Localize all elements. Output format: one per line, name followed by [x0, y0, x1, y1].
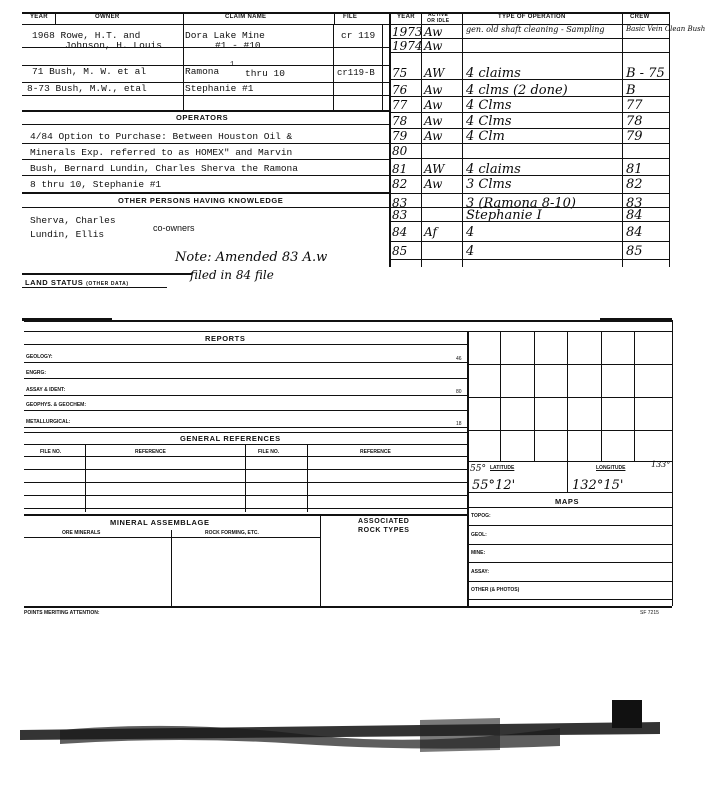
activity-operation: 4	[466, 225, 475, 240]
report-row-page: 80	[456, 389, 462, 395]
header-claim-name: CLAIM NAME	[225, 14, 267, 20]
gr-col-file-no-1: FILE NO.	[40, 449, 62, 455]
associated-line-1: ASSOCIATED	[358, 518, 410, 525]
activity-operation: 3 Clms	[466, 177, 512, 192]
scan-artifact-band	[0, 700, 678, 806]
operators-line-2: Minerals Exp. referred to as HOMEX" and Marvin	[30, 147, 293, 158]
activity-operation: 4 claims	[466, 162, 521, 177]
gr-col-reference-1: REFERENCE	[135, 449, 166, 455]
operators-line-1: 4/84 Option to Purchase: Between Houston Oil &	[30, 131, 293, 142]
activity-status: Aw	[424, 114, 443, 128]
owner-line-3: 71 Bush, M. W. et al	[32, 66, 147, 77]
activity-crew: 81	[626, 162, 643, 177]
maps-heading: MAPS	[555, 497, 580, 506]
activity-crew: B - 75	[626, 66, 665, 81]
latitude-value: 55°12'	[472, 478, 516, 493]
activity-year: 1974	[392, 39, 423, 53]
report-row-label: METALLURGICAL:	[26, 419, 71, 425]
activity-operation: Stephanie I	[466, 208, 542, 223]
report-row-label: ASSAY & IDENT:	[26, 387, 66, 393]
claim-line-2: #1 - #10	[215, 40, 261, 51]
activity-year: 83	[392, 196, 408, 210]
activity-operation: gen. old shaft cleaning - Sampling	[466, 25, 605, 34]
associated-line-2: ROCK TYPES	[358, 527, 410, 534]
header-type-of-operation: TYPE OF OPERATION	[498, 14, 566, 20]
activity-year: 76	[392, 83, 408, 97]
activity-operation: 4 Clms	[466, 114, 512, 129]
report-row-label: GEOPHYS. & GEOCHEM:	[26, 402, 87, 408]
other-person-2: Lundin, Ellis	[30, 229, 105, 240]
activity-year: 75	[392, 66, 408, 80]
activity-status: AW	[424, 66, 445, 80]
activity-status: Af	[424, 225, 437, 239]
activity-year: 80	[392, 144, 408, 158]
rock-forming-label: ROCK FORMING, ETC.	[205, 530, 259, 536]
activity-crew: Basic Vein Clean Bush	[626, 25, 705, 33]
activity-status: Aw	[424, 39, 443, 53]
activity-crew: 84	[626, 225, 643, 240]
activity-crew: 85	[626, 244, 643, 259]
reports-heading: REPORTS	[205, 334, 246, 343]
report-row-label: GEOLOGY:	[26, 354, 53, 360]
activity-crew: 82	[626, 177, 643, 192]
activity-operation: 3 (Ramona 8-10)	[466, 196, 576, 211]
activity-operation: 4 claims	[466, 66, 521, 81]
activity-status: Aw	[424, 25, 443, 39]
header-year-2: YEAR	[397, 14, 415, 20]
owner-line-4: 8-73 Bush, M.W., etal	[27, 83, 147, 94]
header-active: ACTIVE	[428, 12, 449, 18]
activity-crew: 79	[626, 129, 643, 144]
report-row-page: 46	[456, 356, 462, 362]
report-row-label: ENGRG:	[26, 370, 46, 376]
owner-line-2: Johnson, H. Louis	[65, 40, 162, 51]
activity-year: 82	[392, 177, 408, 191]
activity-status: Aw	[424, 177, 443, 191]
header-year: YEAR	[30, 14, 48, 20]
activity-crew: 77	[626, 98, 643, 113]
activity-crew: 84	[626, 208, 643, 223]
longitude-value: 132°15'	[572, 478, 624, 493]
header-owner: OWNER	[95, 14, 120, 20]
map-row-label: ASSAY:	[471, 569, 490, 575]
owner-line-1: 1968 Rowe, H.T. and	[32, 30, 141, 41]
map-row-label: OTHER (& PHOTOS)	[471, 587, 520, 593]
activity-operation: 4 Clms	[466, 98, 512, 113]
activity-crew: B	[626, 83, 636, 98]
activity-year: 78	[392, 114, 408, 128]
activity-status: Aw	[424, 98, 443, 112]
handwritten-note-1: Note: Amended 83 A.w	[175, 250, 328, 265]
header-crew: CREW	[630, 14, 650, 20]
gr-col-file-no-2: FILE NO.	[258, 449, 280, 455]
points-meriting-attention: POINTS MERITING ATTENTION:	[24, 610, 100, 616]
activity-status: Aw	[424, 83, 443, 97]
map-row-label: GEOL:	[471, 532, 487, 538]
activity-year: 79	[392, 129, 408, 143]
activity-status: AW	[424, 162, 445, 176]
activity-year: 81	[392, 162, 408, 176]
report-row-page: 18	[456, 421, 462, 427]
longitude-margin-value: 133°	[651, 460, 671, 469]
activity-status: Aw	[424, 129, 443, 143]
map-row-label: MINE:	[471, 550, 486, 556]
map-row-label: TOPOG:	[471, 513, 491, 519]
activity-year: 85	[392, 244, 408, 258]
longitude-label: LONGITUDE	[596, 465, 626, 471]
activity-crew: 83	[626, 196, 643, 211]
land-status-label: LAND STATUS (OTHER DATA)	[25, 278, 129, 287]
general-references-heading: GENERAL REFERENCES	[180, 434, 281, 443]
mineral-assemblage-heading: MINERAL ASSEMBLAGE	[110, 518, 210, 527]
latitude-label: LATITUDE	[490, 465, 515, 471]
claim-superscript: 1	[230, 61, 235, 69]
header-or-idle: OR IDLE	[427, 18, 450, 24]
other-person-1: Sherva, Charles	[30, 215, 116, 226]
handwritten-note-2: filed in 84 file	[190, 268, 274, 282]
other-persons-heading: OTHER PERSONS HAVING KNOWLEDGE	[118, 196, 284, 205]
operators-heading: OPERATORS	[176, 113, 229, 122]
claim-line-4: thru 10	[245, 68, 285, 79]
claim-line-3: Ramona	[185, 66, 220, 77]
activity-year: 83	[392, 208, 408, 222]
file-line-1: cr 119	[341, 30, 376, 41]
activity-operation: 4 clms (2 done)	[466, 83, 568, 98]
activity-year: 1973	[392, 25, 423, 39]
activity-operation: 4 Clm	[466, 129, 505, 144]
ore-minerals-label: ORE MINERALS	[62, 530, 101, 536]
activity-year: 84	[392, 225, 408, 239]
claim-line-1: Dora Lake Mine	[185, 30, 265, 41]
latitude-margin-value: 55°	[470, 464, 486, 474]
header-file: FILE	[343, 14, 358, 20]
claim-line-5: Stephanie #1	[185, 83, 254, 94]
gr-col-reference-2: REFERENCE	[360, 449, 391, 455]
operators-line-3: Bush, Bernard Lundin, Charles Sherva the Ramona	[30, 163, 298, 174]
activity-year: 77	[392, 98, 408, 112]
activity-operation: 4	[466, 244, 475, 259]
operators-line-4: 8 thru 10, Stephanie #1	[30, 179, 162, 190]
co-owners-label: co-owners	[153, 223, 195, 233]
file-line-2: cr119-B	[337, 68, 375, 78]
activity-crew: 78	[626, 114, 643, 129]
form-number: SF 7215	[640, 610, 659, 616]
